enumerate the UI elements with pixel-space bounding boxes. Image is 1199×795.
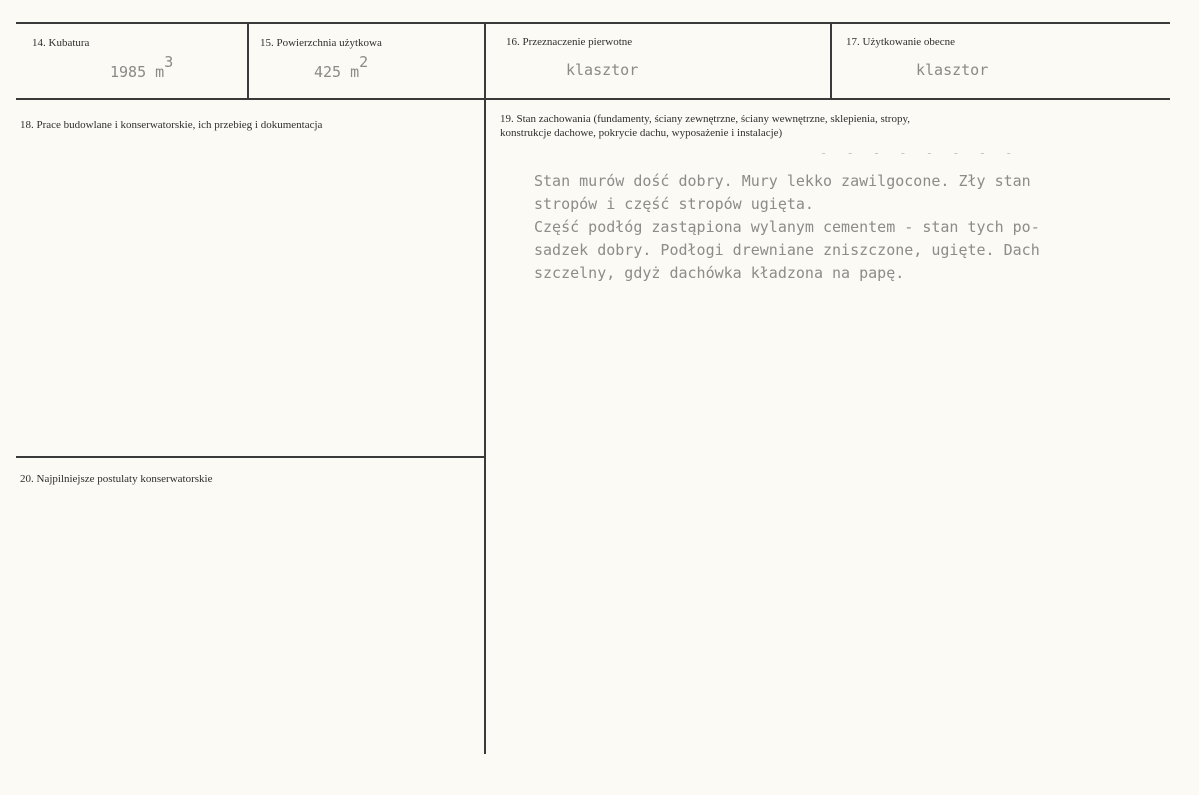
field-19-text-line: stropów i część stropów ugięta.	[534, 195, 814, 213]
field-19-text-line: sadzek dobry. Podłogi drewniane zniszczone, ugięte. Dach	[534, 241, 1040, 259]
field-19-typed-text	[534, 170, 1134, 285]
row-divider-rule	[16, 98, 1170, 100]
field-19-label-line-2: konstrukcje dachowe, pokrycie dachu, wyposażenie i instalacje)	[500, 127, 783, 139]
field-18-label: 18. Prace budowlane i konserwatorskie, ich przebieg i dokumentacja	[20, 119, 323, 131]
field-19-text-line: szczelny, gdyż dachówka kładzona na papę.	[534, 264, 905, 282]
field-20-label: 20. Najpilniejsze postulaty konserwatorskie	[20, 473, 213, 485]
field-15-number: 425 m	[314, 63, 360, 81]
field-14-unit-sup: 3	[164, 53, 174, 71]
field-14-value	[110, 53, 174, 81]
field-15-label: 15. Powierzchnia użytkowa	[260, 37, 382, 49]
field-14-number: 1985 m	[110, 63, 165, 81]
left-column-divider-rule	[16, 456, 486, 458]
field-14-label: 14. Kubatura	[32, 37, 90, 49]
field-16-label: 16. Przeznaczenie pierwotne	[506, 36, 633, 48]
field-19-label-line-1: 19. Stan zachowania (fundamenty, ściany zewnętrzne, ściany wewnętrzne, sklepienia, stropy,	[500, 113, 911, 125]
typewriter-smudge: - - - - - - - -	[820, 146, 1019, 160]
field-16-value: klasztor	[566, 61, 639, 79]
field-15-unit-sup: 2	[359, 53, 369, 71]
divider-16-17	[830, 24, 832, 99]
field-19-text-line: Część podłóg zastąpiona wylanym cementem - stan tych po-	[534, 218, 1040, 236]
field-15-value	[314, 53, 369, 81]
top-rule	[16, 22, 1170, 24]
divider-14-15	[247, 24, 249, 99]
field-17-label: 17. Użytkowanie obecne	[846, 36, 956, 48]
field-19-text-line: Stan murów dość dobry. Mury lekko zawilgocone. Zły stan	[534, 172, 1031, 190]
divider-15-16	[484, 24, 486, 754]
field-17-value: klasztor	[916, 61, 989, 79]
